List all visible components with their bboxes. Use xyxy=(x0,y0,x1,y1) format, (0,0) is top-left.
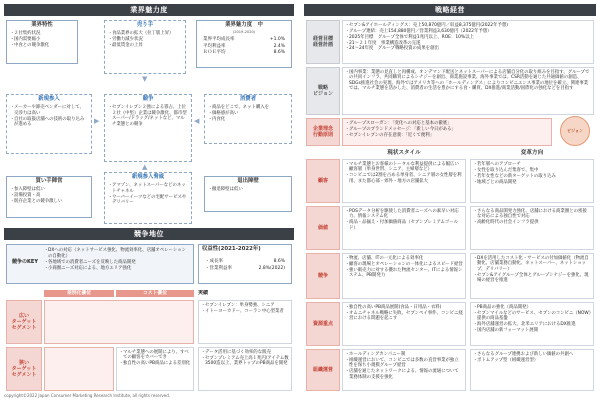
supplier-box xyxy=(104,20,186,74)
wide-target-label: 広い ターゲット セグメント xyxy=(6,300,42,344)
now-item: ・ 強い販売力に対する優れた物流センター、ITによる情報システム、PB開発力 xyxy=(345,268,463,279)
vision-item: ・ 国内事業：業態の見直しと再構成、オンデマンド配送とネットスーパーによる店舗自分化の取り組みを目指す、グループでの共同インフラ、共同購買によるシナジーを創出、商業施設事業、海外事業では、CSR活動を通じた共通価値の創造、SDGs推進社会の実現、海外ではアメリカ等への「ホールディングス」によりコンビニエンス事業の地位を確立、関連事業では、マルチ業態を活かした、消費者の生活を豊かにする食・購買、DX推進/商業活動/国際化の強化などを目指す xyxy=(345,70,591,92)
substitute-box xyxy=(104,172,192,224)
buyer-title: 消費者 xyxy=(239,96,257,102)
row-now-customer xyxy=(342,159,466,203)
change-item: ・ 国内店舗の新フォーマット展開 xyxy=(473,328,591,334)
vision-label: 戦略 ビジョン xyxy=(306,67,340,115)
goal-list xyxy=(345,23,591,52)
wide-result-item: ・ イトーヨーカドー、コーラン中心型業者 xyxy=(201,309,289,315)
attractiveness-title: 業界魅力度 中 xyxy=(225,22,263,28)
row-now-value xyxy=(342,206,466,250)
profit-label: ・成長率 xyxy=(205,258,223,264)
row-now-list xyxy=(345,352,463,380)
wide-results-list xyxy=(201,303,289,314)
policy-cell xyxy=(342,118,552,146)
narrow-results-cell xyxy=(198,347,292,391)
attractiveness-row xyxy=(203,44,285,50)
substitute-list xyxy=(105,182,191,207)
narrow-cost-item: ・ 独自性の高いPB商品による差別化 xyxy=(119,361,191,367)
industry-traits-list xyxy=(7,30,77,50)
change-item: ・ PB商品の強化（商品開発） xyxy=(473,305,591,311)
row-label-organization: 組織運営 xyxy=(306,349,340,391)
goal-item: ・ 21〜２１年度 事業構造改革の完遂 xyxy=(345,41,591,47)
now-item: ・ 組織運営において、コンビニでは多数の直営事業が独立性を保ち小規模グループ経営 xyxy=(345,358,463,369)
policy-list xyxy=(345,121,549,138)
narrow-cost-cell xyxy=(116,347,194,391)
row-change-resources xyxy=(470,302,594,346)
metric-label: ＲＯＥ平均 xyxy=(203,50,226,56)
arrow-right-icon: ▶ xyxy=(94,117,100,125)
col-change-direction: 変革方向 xyxy=(520,150,544,156)
vision-seal-icon xyxy=(560,116,590,146)
attractiveness-box xyxy=(196,20,292,68)
profit-value: 8.6% xyxy=(273,258,285,264)
wide-results-cell xyxy=(198,300,292,344)
buyer-item: ・ 内食化 xyxy=(208,117,288,123)
profit-row xyxy=(205,259,285,265)
policy-label: 企業理念 行動原則 xyxy=(306,118,340,146)
change-item: ・ ボトムアップ型（組織運営型） xyxy=(473,358,591,364)
substitute-item: ・ ウーバーイーツなどの宅配サービスやデリバリー xyxy=(108,195,188,206)
row-change-list xyxy=(473,209,591,226)
row-change-list xyxy=(473,305,591,334)
now-item: ・ 店舗を通じたネットワークによる、情報の流通について業務体制の支援を強化 xyxy=(345,369,463,380)
change-item: ・ さらなる商品開発力強化、店舗における商業圏との密接な対応による独自性で対応 xyxy=(473,209,591,220)
narrow-diff-cell xyxy=(44,347,114,391)
arrow-down-icon: ▼ xyxy=(142,75,148,83)
row-label-competition: 競争 xyxy=(306,253,340,299)
narrow-result-item: ・ データ活用に基づく効率的な販売 xyxy=(201,350,289,356)
row-change-value xyxy=(470,206,594,250)
buyer-power-item: ・ 既存企業との競争激しい xyxy=(10,199,88,205)
row-now-list xyxy=(345,162,463,184)
industry-traits-item: ・ 中食との競争激化 xyxy=(10,43,74,49)
profit-label: ・営業利益率 xyxy=(205,266,232,272)
profit-value: 2.8%(2022) xyxy=(258,266,285,272)
col-current-style: 現状スタイル xyxy=(387,150,421,156)
kpi-item: ・ 各地域での消費者ニーズを反映した商品開発 xyxy=(44,260,190,266)
supplier-item: ・ 食品業界の拡大（拉丁版上昇） xyxy=(108,31,182,37)
now-item: ・ ホールディングカンパニー制 xyxy=(345,352,463,358)
change-item: ・ 地域ごとの商品開発 xyxy=(473,180,591,186)
policy-item: ・ セブンイレブンの存在意義：「近くて便利」 xyxy=(345,133,549,139)
change-item: ・ 若年女性などの新ターゲットの取り込み xyxy=(473,174,591,180)
narrow-cost-list xyxy=(119,350,191,367)
competition-box xyxy=(104,94,192,162)
row-now-list xyxy=(345,256,463,279)
attractiveness-row xyxy=(203,37,285,43)
vision-list xyxy=(345,70,591,92)
row-now-organization xyxy=(342,349,466,391)
competitive-position-header: 競争地位 xyxy=(4,228,294,240)
now-item: ・ オムニチャネル戦略に失敗、セブンペイ事件、コンビニ経営における問題を起こす xyxy=(345,311,463,322)
policy-item: ・ グループのブランドメッセージ：「新しい今日がある」 xyxy=(345,127,549,133)
row-now-list xyxy=(345,305,463,322)
metric-label: 平均利益率 xyxy=(203,43,226,49)
row-change-list xyxy=(473,162,591,185)
narrow-results-list xyxy=(201,350,289,367)
exit-barrier-title: 退出障壁 xyxy=(237,178,259,184)
buyer-power-item: ・ 設備投資・高 xyxy=(10,193,88,199)
narrow-result-item: ・ セブンプレミアム売上高１兆円/アイテム数3500造以上、業界トップのPB商品を開発 xyxy=(201,356,289,367)
now-item: ・ 独自性の高いPB商品展開(食品・日用品・衣料) xyxy=(345,305,463,311)
arrow-left-icon: ◀ xyxy=(194,117,200,125)
buyer-item: ・ 商品をどこで、ネット購入を xyxy=(208,105,288,111)
arrow-up-icon: ▲ xyxy=(142,163,148,171)
supplier-item: ・ 労働力減少状況 xyxy=(108,37,182,43)
substitute-item: ・ アマゾン、ネットスーパーなどのネットチャネル xyxy=(108,183,188,194)
diff-advantage-header: 差別化優位 xyxy=(44,290,114,297)
attractiveness-rows xyxy=(197,34,291,59)
industry-traits-box xyxy=(6,20,78,64)
change-item: ・ 高齢化時代の社会インフラ提供 xyxy=(473,220,591,226)
row-now-resources xyxy=(342,302,466,346)
buyer-power-list xyxy=(7,186,91,206)
strategy-header: 戦略経営 xyxy=(304,4,596,16)
attractiveness-period: (2019-2020) xyxy=(232,29,256,34)
row-change-list xyxy=(473,256,591,284)
row-change-organization xyxy=(470,349,594,391)
metric-value: +1.0% xyxy=(269,37,285,43)
supplier-list xyxy=(105,30,185,50)
industry-traits-title: 業界特性 xyxy=(31,22,53,28)
supplier-item: ・ 最低賃金の上昇 xyxy=(108,43,182,49)
change-item: ・ 女性を取り込んだ集客で、集中 xyxy=(473,168,591,174)
change-item: ・ DXを活用したコスト化・サービスの付加価値化（物流自動化、店舗業務自動化、ネットスーパー、ネットショップ、デリバリー） xyxy=(473,256,591,273)
profit-title: 収益性(2021-2022年) xyxy=(202,246,261,252)
metric-value: 2.4% xyxy=(273,43,285,49)
goal-item: ・ 24〜24年度 グループ戦略投資の成果を創出 xyxy=(345,46,591,52)
wide-target-cell xyxy=(44,300,194,344)
row-label-value: 価値 xyxy=(306,206,340,250)
copyright-footer: copyright©2022 Japan Consumer Marketing Research Institute, all rights reserved. xyxy=(4,393,171,398)
buyer-power-title: 買い手陣営 xyxy=(35,178,63,184)
vision-cell xyxy=(342,67,594,115)
wide-result-item: ・ セブンイレブン：単身勢強、シニア xyxy=(201,303,289,309)
goal-label: 経営目標 経営計画 xyxy=(306,20,340,64)
new-entrant-list xyxy=(7,104,91,129)
change-item: ・ セブンマイルなどのサービス、セブンのコンビニ（NOW）提供の商品基盤 xyxy=(473,311,591,322)
competition-item: ・ セブンイレブン２強による寡占、上位２社（中堅）企業は競争激化、都市型スーパー/ドラッグ/ネットなど、マルチ業態との競争 xyxy=(108,105,188,127)
row-label-customer: 顧客 xyxy=(306,159,340,203)
goal-item: ・ 2025年目標 グループ全体で利益1兆円以上、ROE：10%以上 xyxy=(345,35,591,41)
metric-label: 業界平均成長率 xyxy=(203,37,235,43)
new-entrant-item: ・ メーカーや卸売ベンダーに対して、交渉力は高い xyxy=(10,105,88,116)
industry-traits-item: ・ ２社集約状況 xyxy=(10,31,74,37)
row-now-competition xyxy=(342,253,466,299)
profit-rows xyxy=(199,254,291,277)
competition-list xyxy=(105,104,191,129)
results-header: 実績 xyxy=(198,290,292,297)
row-change-competition xyxy=(470,253,594,299)
exit-barrier-box xyxy=(204,176,292,212)
substitute-title: 新規参入脅威 xyxy=(131,174,165,180)
policy-item: ・ グループスローガン：「変化への対応と基本の徹底」 xyxy=(345,121,549,127)
metric-value: 8.6% xyxy=(273,50,285,56)
now-item: ・ 顧客の現場とオペレーションの一体化によるスピード経営 xyxy=(345,262,463,268)
buyer-power-item: ・ 参入障壁は低い xyxy=(10,187,88,193)
buyer-box xyxy=(204,94,292,144)
supplier-title: 売り手 xyxy=(136,22,154,28)
row-change-customer xyxy=(470,159,594,203)
buyer-list xyxy=(205,104,291,124)
goal-cell xyxy=(342,20,594,64)
row-now-list xyxy=(345,209,463,231)
now-item: ・ 商品・品揃え・付加価値商品（セブンプレミアムゴールド） xyxy=(345,220,463,231)
narrow-target-label: 狭い ターゲット セグメント xyxy=(6,347,42,391)
competition-title: 競争 xyxy=(142,96,154,102)
now-item: ・ マルチ業態とお客様のトータルな利益提供による幅広い顧客層（単身世帯、シニア、主婦層など） xyxy=(345,162,463,173)
new-entrant-box xyxy=(6,94,92,154)
goal-item: ・ グループ連結：売上154,880億円／営業利益3,630億円（2022年予想） xyxy=(345,29,591,35)
buyer-power-box xyxy=(6,176,92,218)
change-item: ・ さらなるグループ連携および新しい価値の共創へ xyxy=(473,352,591,358)
goal-item: ・ セブン&アイホールディングス：売上50,870億円／収益8,375億円(2022年予想) xyxy=(345,23,591,29)
industry-attractiveness-header: 業界魅力度 xyxy=(4,4,294,16)
now-item: ・ POSデータ分析を駆使した消費者ニーズへの素早い対応力、情報システム化 xyxy=(345,209,463,220)
buyer-item: ・ 価格感が高い xyxy=(208,111,288,117)
kpi-box xyxy=(6,244,194,284)
new-entrant-item: ・ 自社の取扱店舗への技術の取り込みが進める xyxy=(10,117,88,128)
now-item: ・ コンビニでは2割を占める単身者、シニア層の女性層を利用、また都心部・郊外・地方の店舗拡大 xyxy=(345,173,463,184)
change-item: ・ 若年層へのアプローチ xyxy=(473,162,591,168)
profit-box xyxy=(198,244,292,284)
row-label-resources: 資源重点 xyxy=(306,302,340,346)
change-item: ・ 海外店舗運営の拡大、北米エリアにおけるDX推進 xyxy=(473,322,591,328)
attractiveness-row xyxy=(203,50,285,56)
kpi-title: 競争のKEY xyxy=(12,259,38,265)
row-change-list xyxy=(473,352,591,363)
seal-label: ビジョン xyxy=(567,128,583,133)
kpi-list xyxy=(41,247,193,273)
kpi-item: ・ 小商圏ニーズ対応による、地方エリア強化 xyxy=(44,266,190,272)
now-item: ・ 物流、店舗、ITの一元化による効率化 xyxy=(345,256,463,262)
kpi-item: ・ DXへの対応（ネットサービス強化、物流効率化、店舗オペレーションの自動化） xyxy=(44,248,190,259)
narrow-cost-item: ・ マルチ業態への展開により、すべての顧客をカバーでき xyxy=(119,350,191,361)
change-item: ・ セブン&アイグループ全体とグループシナジーを強化、現場の経営を推進 xyxy=(473,273,591,284)
profit-row xyxy=(205,266,285,272)
exit-barrier-list xyxy=(205,186,291,194)
new-entrant-title: 新規参入 xyxy=(38,96,60,102)
cost-advantage-header: コスト優位 xyxy=(116,290,194,297)
exit-barrier-item: ・ 撤退障壁は低い xyxy=(208,187,288,193)
industry-traits-item: ・ 国内需要縮小 xyxy=(10,37,74,43)
